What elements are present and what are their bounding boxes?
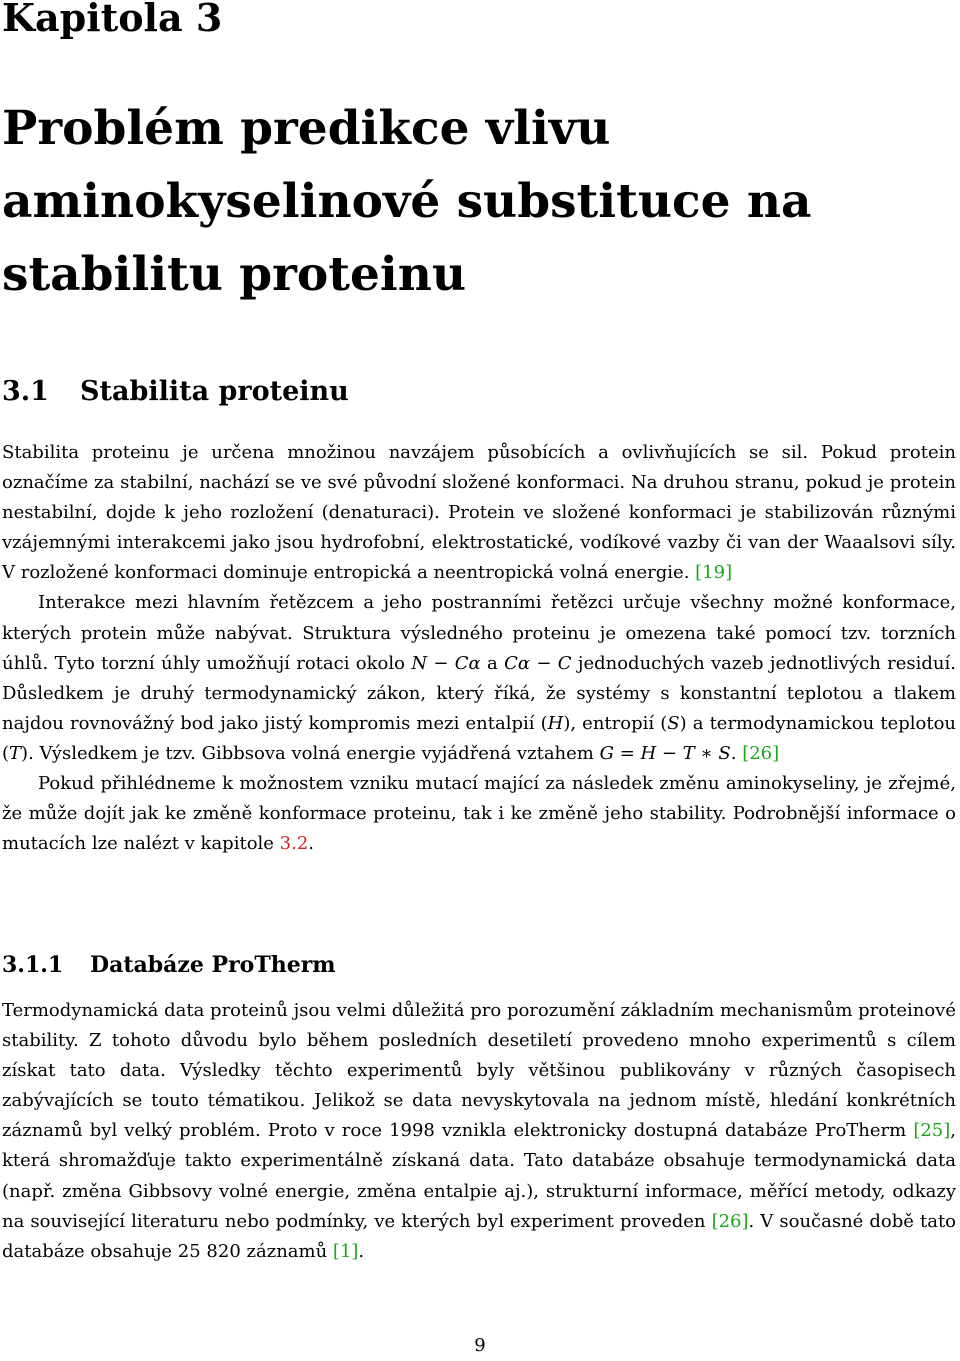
page-number: 9 <box>474 1335 486 1356</box>
citation-link[interactable]: [1] <box>332 1240 359 1262</box>
paragraph-2 <box>2 588 956 769</box>
section-reference-link[interactable]: 3.2 <box>279 833 309 855</box>
section-title: Stabilita proteinu <box>80 376 349 407</box>
paragraph-text: Pokud přihlédneme k možnostem vzniku mutací mající za následek změnu aminokyseliny, je zřejmé, že může dojít jak ke změně konformace proteinu, tak i ke změně jeho stability. Podrobnější informace o mutacích lze nalézt v kapitole <box>2 773 956 855</box>
section-body <box>2 438 956 859</box>
paragraph-text: a <box>480 652 505 674</box>
paragraph-text: ), entropií ( <box>563 712 668 734</box>
citation-link[interactable]: [19] <box>695 562 733 584</box>
paragraph-text: Interakce mezi hlavním řetězcem a jeho postranními řetězci určuje všechny možné konformace, kterých protein může nabývat. Struktura výsledného proteinu je omezena také pomocí tzv. torzních úhlů. Tyto torzní úhly umožňují rotaci okolo <box>2 592 956 674</box>
paragraph-text: . <box>358 1240 365 1262</box>
section-heading <box>2 372 349 412</box>
math-expression: T <box>9 742 22 764</box>
paragraph-text: Termodynamická data proteinů jsou velmi důležitá pro porozumění základním mechanismům proteinové stability. Z tohoto důvodu bylo během posledních desetiletí provedeno mnoho experimentů s cílem získat tato data. Výsledky těchto experimentů byly většinou publikovány v různých časopisech zabývajících se touto tématikou. Jelikož se data nevyskytovala na jednom místě, hledání konkrétních záznamů byl velký problém. Proto v roce 1998 vznikla elektronicky dostupná databáze ProTherm <box>2 1000 956 1142</box>
math-expression: Cα − C <box>504 652 572 674</box>
paragraph-text: jednoduchých vazeb jednotlivých residuí. Důsledkem je druhý termodynamický zákon, který říká, že systémy s konstantní teplotou a tlakem najdou rovnovážný bod jako jistý kompromis mezi entalpií ( <box>2 652 956 734</box>
subsection-number: 3.1.1 <box>2 952 64 978</box>
math-expression: G = H − T ∗ S <box>599 742 731 764</box>
chapter-label: Kapitola 3 <box>2 0 223 40</box>
paragraph-text: Stabilita proteinu je určena množinou navzájem působících a ovlivňujících se sil. Pokud protein označíme za stabilní, nachází se ve své původní složené konformaci. Na druhou stranu, pokud je protein nestabilní, dojde k jeho rozložení (denaturaci). Protein ve složené konformaci je stabilizován různými vzájemnými interakcemi jako jsou hydrofobní, elektrostatické, vodíkové vazby či van der Waaalsovi síly. V rozložené konformaci dominuje entropická a neentropická volná energie. <box>2 442 956 584</box>
math-expression: S <box>667 712 680 734</box>
paragraph-text: . <box>308 833 315 855</box>
math-expression: N − Cα <box>411 652 481 674</box>
paragraph-4 <box>2 996 956 1267</box>
paragraph-text: . V současné době tato databáze obsahuje 25 820 záznamů <box>2 1210 957 1262</box>
math-expression: H <box>547 712 564 734</box>
subsection-title: Databáze ProTherm <box>90 952 336 978</box>
citation-link[interactable]: [26] <box>711 1210 749 1232</box>
paragraph-text: ). Výsledkem je tzv. Gibbsova volná energie vyjádřená vztahem <box>21 742 600 764</box>
subsection-heading <box>2 948 336 982</box>
paragraph-text: , která shromažďuje takto experimentálně získaná data. Tato databáze obsahuje termodynamická data (např. změna Gibbsovy volné energie, změna entalpie aj.), strukturní informace, měřící metody, odkazy na související literaturu nebo podmínky, ve kterých byl experiment proveden <box>2 1120 956 1232</box>
section-number: 3.1 <box>2 376 49 407</box>
subsection-body <box>2 996 956 1267</box>
paragraph-text: . <box>730 742 743 764</box>
citation-link[interactable]: [25] <box>913 1120 951 1142</box>
chapter-title: Problém predikce vlivu aminokyselinové substituce na stabilitu proteinu <box>2 101 812 302</box>
paragraph-1 <box>2 438 956 588</box>
paragraph-3 <box>2 769 956 859</box>
citation-link[interactable]: [26] <box>742 742 780 764</box>
paragraph-text: ) a termodynamickou teplotou ( <box>2 712 956 764</box>
